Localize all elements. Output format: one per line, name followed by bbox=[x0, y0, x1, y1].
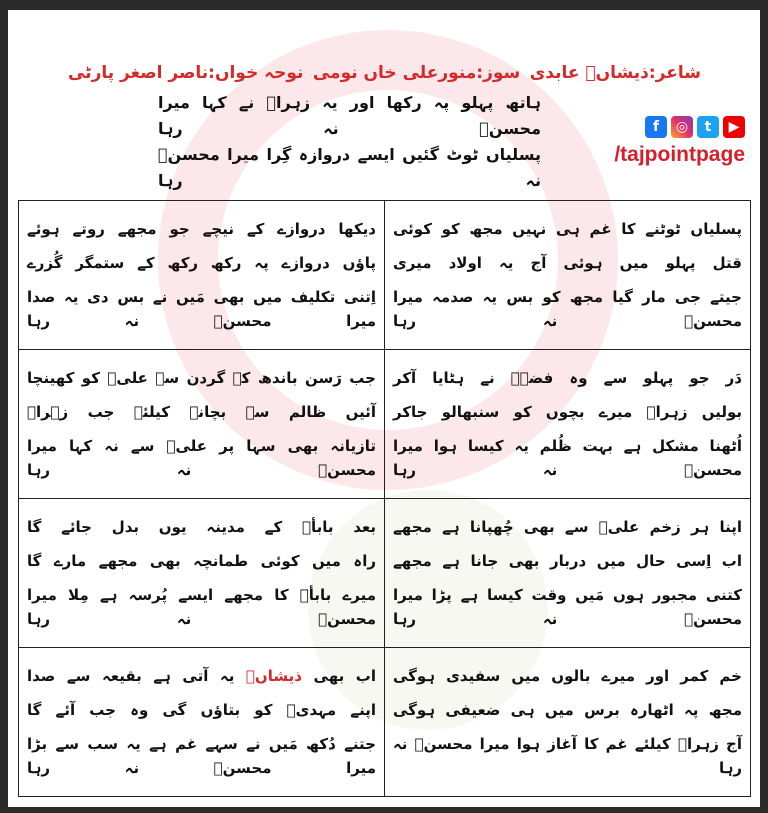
reciter-credit: نوحہ خواں:ناصر اصغر پارٹی bbox=[68, 63, 304, 83]
lyrics-sheet bbox=[8, 10, 760, 807]
stanza-line: پاؤں دروازے پہ رکھ رکھ کے ستمگر گُزرے bbox=[27, 254, 376, 272]
stanza-line: جب رَسن باندھ کے گردن سے علیؑ کو کھینچا bbox=[27, 369, 376, 387]
stanza-line: آئیں ظالم سے بچانے کیلئے جب زہراؑ bbox=[27, 403, 376, 421]
chorus-and-social bbox=[18, 90, 751, 194]
chorus bbox=[18, 90, 561, 194]
instagram-icon[interactable]: ◎ bbox=[671, 116, 693, 138]
stanza-5 bbox=[385, 499, 751, 648]
stanza-line: اب اِسی حال میں دربار بھی جانا ہے مجھے bbox=[393, 552, 742, 570]
line-end: یہ آتی ہے بقیعہ سے صدا bbox=[27, 667, 235, 685]
stanza-3 bbox=[385, 350, 751, 499]
chorus-line-1: ہاتھ پہلو پہ رکھا اور یہ زہراؑ نے کہا میرا محسنؑ نہ رہا bbox=[158, 93, 541, 138]
stanza-line: جیتے جی مار گیا مجھ کو بس یہ صدمہ میرا محسنؑ نہ رہا bbox=[393, 288, 742, 330]
stanza-line: دَر جو پہلو سے وہ فضہؑ نے ہٹایا آکر bbox=[393, 369, 742, 387]
stanza-line: پسلیاں ٹوٹنے کا غم ہی نہیں مجھ کو کوئی bbox=[393, 220, 742, 238]
table-row bbox=[19, 201, 751, 350]
stanza-line: اپنا ہر زخم علیؑ سے بھی چُھپانا ہے مجھے bbox=[393, 518, 742, 536]
twitter-icon[interactable]: t bbox=[697, 116, 719, 138]
stanza-7 bbox=[385, 648, 751, 797]
poet-pen-name: ذیشاںؔ bbox=[245, 667, 302, 685]
stanza-line: کتنی مجبور ہوں مَیں وقت کیسا ہے پڑا میرا محسنؑ نہ رہا bbox=[393, 586, 742, 628]
stanza-line: اُٹھنا مشکل ہے بہت ظُلم یہ کیسا ہوا میرا محسنؑ نہ رہا bbox=[393, 437, 742, 479]
soz-credit: سوز:منورعلی خاں نومی bbox=[312, 63, 521, 83]
stanza-line: میرے بابأؐ کا مجھے ایسے پُرسہ ہے مِلا میرا محسنؑ نہ رہا bbox=[27, 586, 376, 628]
stanza-line: قتل پہلو میں ہوئی آج یہ اولاد میری bbox=[393, 254, 742, 272]
stanza-line: اِتنی تکلیف میں بھی مَیں نے بس دی یہ صدا میرا محسنؑ نہ رہا bbox=[27, 288, 376, 330]
stanza-line: آج زہراؑ کیلئے غم کا آغاز ہوا میرا محسنؑ نہ رہا bbox=[393, 735, 742, 777]
stanza-line: بعد بابأؐ کے مدینہ یوں بدل جائے گا bbox=[27, 518, 376, 536]
stanza-line: خم کمر اور میرے بالوں میں سفیدی ہوگی bbox=[393, 667, 742, 685]
social-icons bbox=[645, 116, 745, 138]
stanza-6 bbox=[19, 499, 385, 648]
credits-row bbox=[18, 60, 751, 86]
stanza-line: تازیانہ بھی سہا پر علیؑ سے نہ کہا میرا محسنؑ نہ رہا bbox=[27, 437, 376, 479]
chorus-line-2: پسلیاں ٹوٹ گئیں ایسے دروازہ گِرا میرا محسنؑ نہ رہا bbox=[158, 145, 541, 190]
line-start: اب بھی bbox=[313, 667, 376, 685]
social-handle[interactable]: /tajpointpage bbox=[614, 143, 745, 166]
stanza-line: مجھ پہ اٹھارہ برس میں ہی ضعیفی ہوگی bbox=[393, 701, 742, 719]
table-row bbox=[19, 350, 751, 499]
stanza-1 bbox=[385, 201, 751, 350]
stanza-4 bbox=[19, 350, 385, 499]
stanza-table bbox=[18, 200, 751, 797]
table-row bbox=[19, 499, 751, 648]
stanza-line: اپنے مہدیؑ کو بتاؤں گی وہ جب آئے گا bbox=[27, 701, 376, 719]
poet-credit: شاعر:ذیشاںؔ عابدی bbox=[529, 63, 701, 83]
stanza-line: راہ میں کوئی طمانچہ بھی مجھے مارے گا bbox=[27, 552, 376, 570]
youtube-icon[interactable]: ▶ bbox=[723, 116, 745, 138]
stanza-line: دیکھا دروازے کے نیچے جو مجھے روتے ہوئے bbox=[27, 220, 376, 238]
stanza-8 bbox=[19, 648, 385, 797]
facebook-icon[interactable]: f bbox=[645, 116, 667, 138]
table-row bbox=[19, 648, 751, 797]
stanza-line: جتنے دُکھ مَیں نے سہے غم ہے یہ سب سے بڑا میرا محسنؑ نہ رہا bbox=[27, 735, 376, 777]
stanza-line bbox=[27, 664, 376, 688]
stanza-2 bbox=[19, 201, 385, 350]
stanza-line: بولیں زہراؑ میرے بچوں کو سنبھالو جاکر bbox=[393, 403, 742, 421]
social-block bbox=[561, 116, 751, 168]
